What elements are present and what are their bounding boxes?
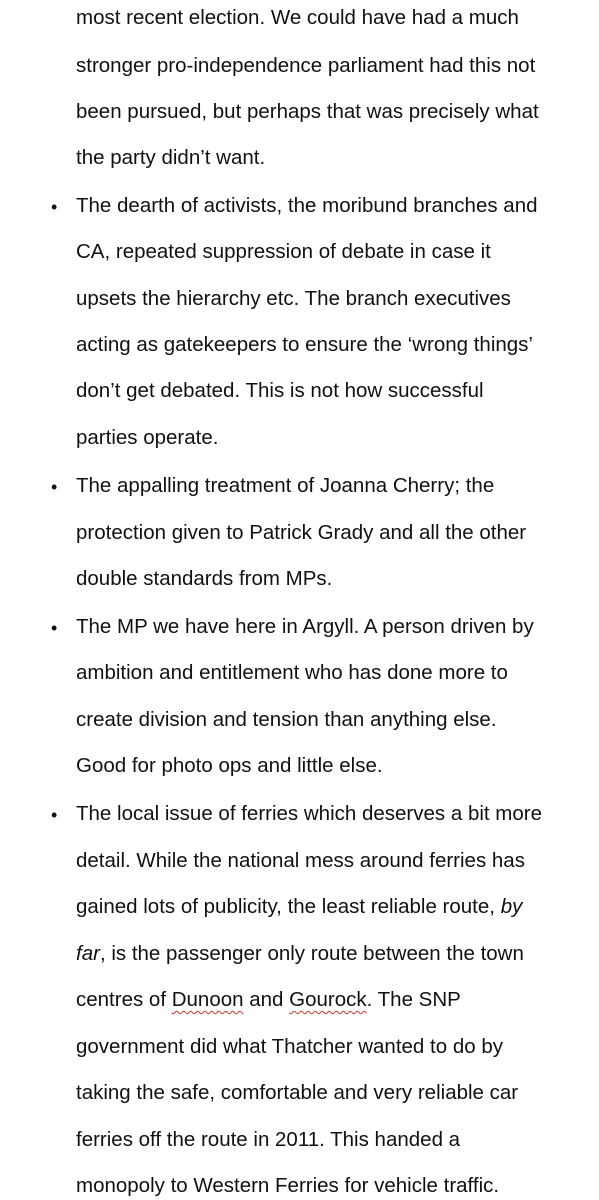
intro-line: stronger pro-independence parliament had this not xyxy=(76,54,536,77)
bullet-item-line xyxy=(76,940,524,968)
bullet-item-line: protection given to Patrick Grady and all the other xyxy=(76,521,527,544)
bullet-item-line: The local issue of ferries which deserves a bit more xyxy=(76,802,543,825)
bullet-icon: • xyxy=(51,197,58,217)
bullet-icon: • xyxy=(51,805,58,825)
bullet-item-line: ferries off the route in 2011. This handed a xyxy=(76,1128,461,1151)
bullet-item-line: parties operate. xyxy=(76,426,219,449)
text-run: . The SNP xyxy=(366,988,461,1011)
emphasis-text: far xyxy=(76,942,100,965)
text-run: gained lots of publicity, the least reliable route, xyxy=(76,895,495,918)
bullet-item-line: create division and tension than anything else. xyxy=(76,708,497,731)
emphasis-text: by xyxy=(500,895,523,918)
bullet-item-line: monopoly to Western Ferries for vehicle traffic. xyxy=(76,1174,500,1197)
bullet-item-line: The appalling treatment of Joanna Cherry; the xyxy=(76,474,495,497)
bullet-item-line: The MP we have here in Argyll. A person driven by xyxy=(76,615,534,638)
intro-line: the party didn’t want. xyxy=(76,146,266,169)
bullet-item-line: The dearth of activists, the moribund branches and xyxy=(76,194,538,217)
bullet-item-line: acting as gatekeepers to ensure the ‘wrong things’ xyxy=(76,333,533,356)
bullet-item-line: government did what Thatcher wanted to do by xyxy=(76,1035,503,1058)
intro-line: most recent election. We could have had a much xyxy=(76,6,519,29)
bullet-item-line: taking the safe, comfortable and very reliable car xyxy=(76,1081,519,1104)
spellcheck-flagged-word[interactable]: Gourock xyxy=(289,988,367,1011)
bullet-item-line: don’t get debated. This is not how successful xyxy=(76,379,484,402)
bullet-item-line: detail. While the national mess around ferries has xyxy=(76,849,525,872)
intro-line: been pursued, but perhaps that was precisely what xyxy=(76,100,539,123)
bullet-item-line: CA, repeated suppression of debate in case it xyxy=(76,240,491,263)
bullet-item-line: ambition and entitlement who has done more to xyxy=(76,661,508,684)
bullet-item-line: Good for photo ops and little else. xyxy=(76,754,383,777)
spellcheck-flagged-word[interactable]: Dunoon xyxy=(171,988,244,1011)
bullet-item-line xyxy=(76,893,522,921)
text-run: and xyxy=(243,988,290,1011)
bullet-icon: • xyxy=(51,477,58,497)
text-run: , is the passenger only route between the town xyxy=(99,942,524,965)
bullet-item-line: double standards from MPs. xyxy=(76,567,333,590)
text-run: centres of xyxy=(76,988,172,1011)
bullet-item-line xyxy=(76,986,461,1014)
bullet-icon: • xyxy=(51,618,58,638)
bullet-item-line: upsets the hierarchy etc. The branch executives xyxy=(76,287,511,310)
